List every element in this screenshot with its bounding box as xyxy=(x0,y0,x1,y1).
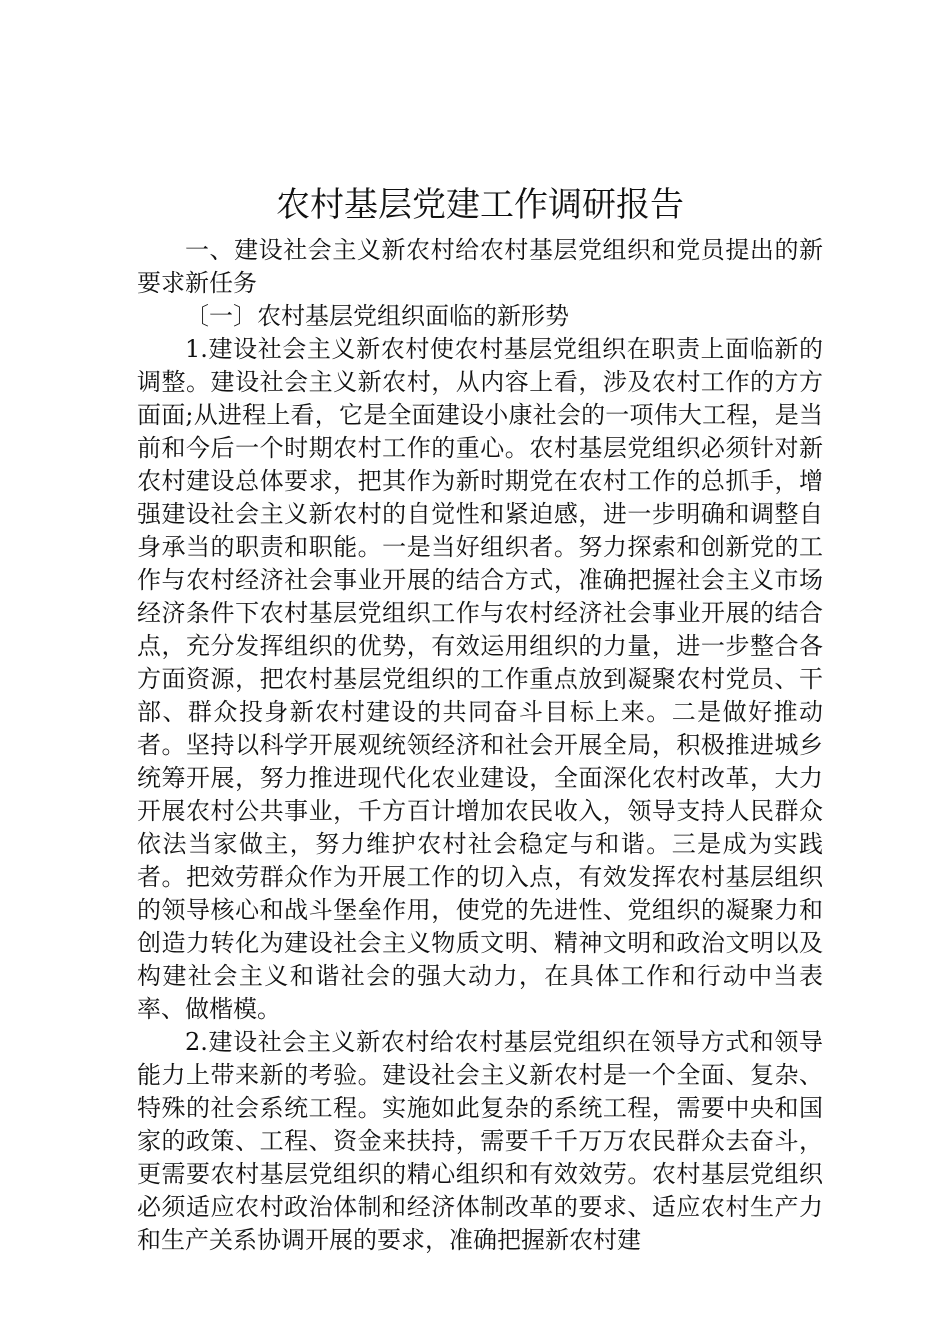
body-paragraph: 2.建设社会主义新农村给农村基层党组织在领导方式和领导能力上带来新的考验。建设社会主义新农村是一个全面、复杂、特殊的社会系统工程。实施如此复杂的系统工程，需要中央和国家的政策、工程、资金来扶持，需要千千万万农民群众去奋斗，更需要农村基层党组织的精心组织和有效效劳。农村基层党组织必须适应农村政治体制和经济体制改革的要求、适应农村生产力和生产关系协调开展的要求，准确把握新农村建 xyxy=(137,1028,823,1254)
section-heading: 一、建设社会主义新农村给农村基层党组织和党员提出的新要求新任务 xyxy=(137,236,823,297)
document-body xyxy=(137,234,823,1257)
document-title: 农村基层党建工作调研报告 xyxy=(276,185,684,225)
body-paragraph: 1.建设社会主义新农村使农村基层党组织在职责上面临新的调整。建设社会主义新农村，从内容上看，涉及农村工作的方方面面;从进程上看，它是全面建设小康社会的一项伟大工程，是当前和今后一个时期农村工作的重心。农村基层党组织必须针对新农村建设总体要求，把其作为新时期党在农村工作的总抓手，增强建设社会主义新农村的自觉性和紧迫感，进一步明确和调整自身承当的职责和职能。一是当好组织者。努力探索和创新党的工作与农村经济社会事业开展的结合方式，准确把握社会主义市场经济条件下农村基层党组织工作与农村经济社会事业开展的结合点，充分发挥组织的优势，有效运用组织的力量，进一步整合各方面资源，把农村基层党组织的工作重点放到凝聚农村党员、干部、群众投身新农村建设的共同奋斗目标上来。二是做好推动者。坚持以科学开展观统领经济和社会开展全局，积极推进城乡统筹开展，努力推进现代化农业建设，全面深化农村改革，大力开展农村公共事业，千方百计增加农民收入，领导支持人民群众依法当家做主，努力维护农村社会稳定与和谐。三是成为实践者。把效劳群众作为开展工作的切入点，有效发挥农村基层组织的领导核心和战斗堡垒作用，使党的先进性、党组织的凝聚力和创造力转化为建设社会主义物质文明、精神文明和政治文明以及构建社会主义和谐社会的强大动力，在具体工作和行动中当表率、做楷模。 xyxy=(137,335,823,1023)
subsection-heading: 〔一〕农村基层党组织面临的新形势 xyxy=(185,302,569,330)
